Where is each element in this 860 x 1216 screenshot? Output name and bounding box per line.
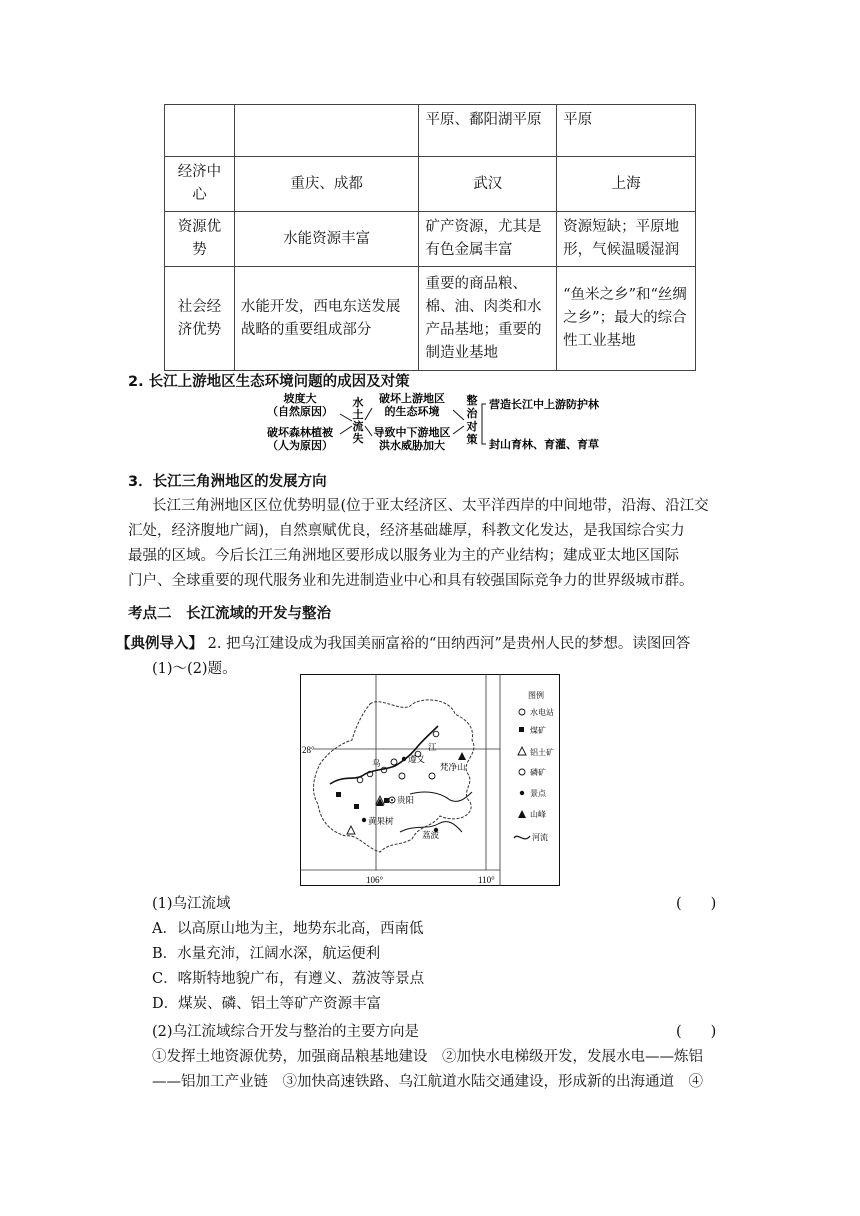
place-guiyang: 贵阳 (397, 795, 415, 805)
table-row (165, 157, 696, 212)
legend-item: 铝土矿 (530, 748, 554, 757)
flow-measure-char: 治 (466, 407, 478, 420)
legend-item: 景点 (530, 789, 546, 798)
flow-cause-2-note: （人为原因） (267, 439, 333, 452)
table-cell: 上海 (557, 157, 696, 212)
question-2-answer-bracket[interactable]: ( ) (676, 1024, 717, 1040)
table-row (165, 212, 696, 267)
section-3-title: 3．长江三角洲地区的发展方向 (128, 474, 327, 490)
flow-effect-2: 导致中下游地区 (373, 426, 451, 439)
section-3-line: 门户、全球重要的现代服务业和先进制造业中心和具有较强国际竞争力的世界级城市群。 (128, 573, 694, 589)
question-1-stem: (1)乌江流域 (152, 896, 231, 912)
legend-item: 水电站 (530, 708, 554, 717)
table-cell: 武汉 (419, 157, 557, 212)
flow-action-2: 封山育林、育灌、育草 (489, 438, 599, 451)
table-cell (234, 105, 419, 157)
legend-item: 磷矿 (530, 768, 546, 777)
question-2-stem: (2)乌江流域综合开发与整治的主要方向是 (152, 1024, 420, 1040)
question-1-option-c[interactable]: C．喀斯特地貌广布，有遵义、荔波等景点 (152, 971, 425, 987)
region-comparison-table (164, 104, 696, 371)
scenic-spot-icon (520, 791, 524, 795)
flow-action-1: 营造长江中上游防护林 (489, 398, 599, 411)
flow-center-char: 流 (352, 420, 364, 433)
latitude-label: 28° (302, 745, 315, 755)
table-cell: 平原 (557, 105, 696, 157)
table-cell: 平原、鄱阳湖平原 (419, 105, 557, 157)
table-cell: 矿产资源，尤其是有色金属丰富 (419, 212, 557, 267)
section-3-line: 最强的区域。今后长江三角洲地区要形成以服务业为主的产业结构；建成亚太地区国际 (128, 548, 679, 564)
wujiang-map (300, 674, 560, 886)
question-1-option-d[interactable]: D．煤炭、磷、铝土等矿产资源丰富 (152, 996, 382, 1012)
ecology-flow-diagram (240, 390, 620, 456)
longitude-label: 106° (366, 875, 384, 885)
question-1-answer-bracket[interactable]: ( ) (676, 896, 717, 912)
table-cell: 水能资源丰富 (234, 212, 419, 267)
table-cell: 重庆、成都 (234, 157, 419, 212)
place-huangguoshu: 黄果树 (368, 816, 394, 826)
table-row (165, 267, 696, 371)
flow-center-char: 土 (352, 408, 364, 421)
coal-mine-icon (519, 727, 524, 732)
table-cell: 资源优势 (165, 212, 235, 267)
question-2-choices-line: ——铝加工产业链 ③加快高速铁路、乌江航道水陆交通建设，形成新的出海通道 ④ (152, 1074, 703, 1090)
section-3-line: 汇处，经济腹地广阔)，自然禀赋优良，经济基础雄厚，科教文化发达，是我国综合实力 (128, 523, 685, 539)
kaodian-title: 考点二 长江流域的开发与整治 (128, 606, 331, 622)
flow-cause-1-note: （自然原因） (267, 405, 333, 418)
legend-title: 图例 (528, 691, 544, 700)
example-tag: 【典例导入】 (116, 636, 203, 652)
flow-measure-char: 整 (466, 394, 478, 407)
flow-effect-1: 破坏上游地区 (379, 392, 445, 405)
legend-item: 河流 (532, 833, 548, 842)
place-fanjingshan: 梵净山 (440, 762, 466, 772)
section-2-title: 2. 长江上游地区生态环境问题的成因及对策 (128, 374, 410, 390)
example-text: 2. 把乌江建设成为我国美丽富裕的“田纳西河”是贵州人民的梦想。读图回答 (203, 636, 691, 652)
table-cell: 社会经济优势 (165, 267, 235, 371)
question-1-option-b[interactable]: B．水量充沛，江阔水深，航运便利 (152, 946, 381, 962)
longitude-label: 110° (478, 875, 495, 885)
flow-measure-char: 策 (466, 433, 478, 446)
section-3-line: 长江三角洲地区区位优势明显(位于亚太经济区、太平洋西岸的中间地带，沿海、沿江交 (152, 498, 709, 514)
place-zunyi: 遵义 (408, 754, 426, 764)
flow-effect-2-cont: 洪水威胁加大 (379, 439, 445, 452)
table-cell: “鱼米之乡”和“丝绸之乡”；最大的综合性工业基地 (557, 267, 696, 371)
table-cell: 水能开发，西电东送发展战略的重要组成部分 (234, 267, 419, 371)
river-label-jiang: 江 (428, 742, 437, 752)
legend-item: 煤矿 (530, 726, 546, 735)
place-libo: 荔波 (422, 830, 440, 840)
example-intro (116, 632, 690, 656)
flow-cause-2: 破坏森林植被 (267, 426, 333, 439)
table-cell: 重要的商品粮、棉、油、肉类和水产品基地；重要的制造业基地 (419, 267, 557, 371)
flow-effect-1-cont: 的生态环境 (384, 405, 440, 418)
flow-measure-char: 对 (466, 420, 478, 433)
table-cell: 经济中心 (165, 157, 235, 212)
table-cell (165, 105, 235, 157)
question-1-option-a[interactable]: A．以高原山地为主，地势东北高，西南低 (152, 921, 424, 937)
legend-item: 山峰 (530, 810, 546, 819)
river-label-wu: 乌 (372, 758, 381, 768)
flow-cause-1: 坡度大 (283, 392, 317, 405)
table-cell: 资源短缺；平原地形，气候温暖湿润 (557, 212, 696, 267)
flow-center-char: 水 (352, 396, 364, 409)
example-range: (1)～(2)题。 (152, 661, 237, 677)
guiyang-marker-dot (391, 799, 393, 801)
flow-center-char: 失 (352, 432, 364, 445)
table-row (165, 105, 696, 157)
question-2-choices-line: ①发挥土地资源优势，加强商品粮基地建设 ②加快水电梯级开发，发展水电——炼铝 (152, 1049, 703, 1065)
